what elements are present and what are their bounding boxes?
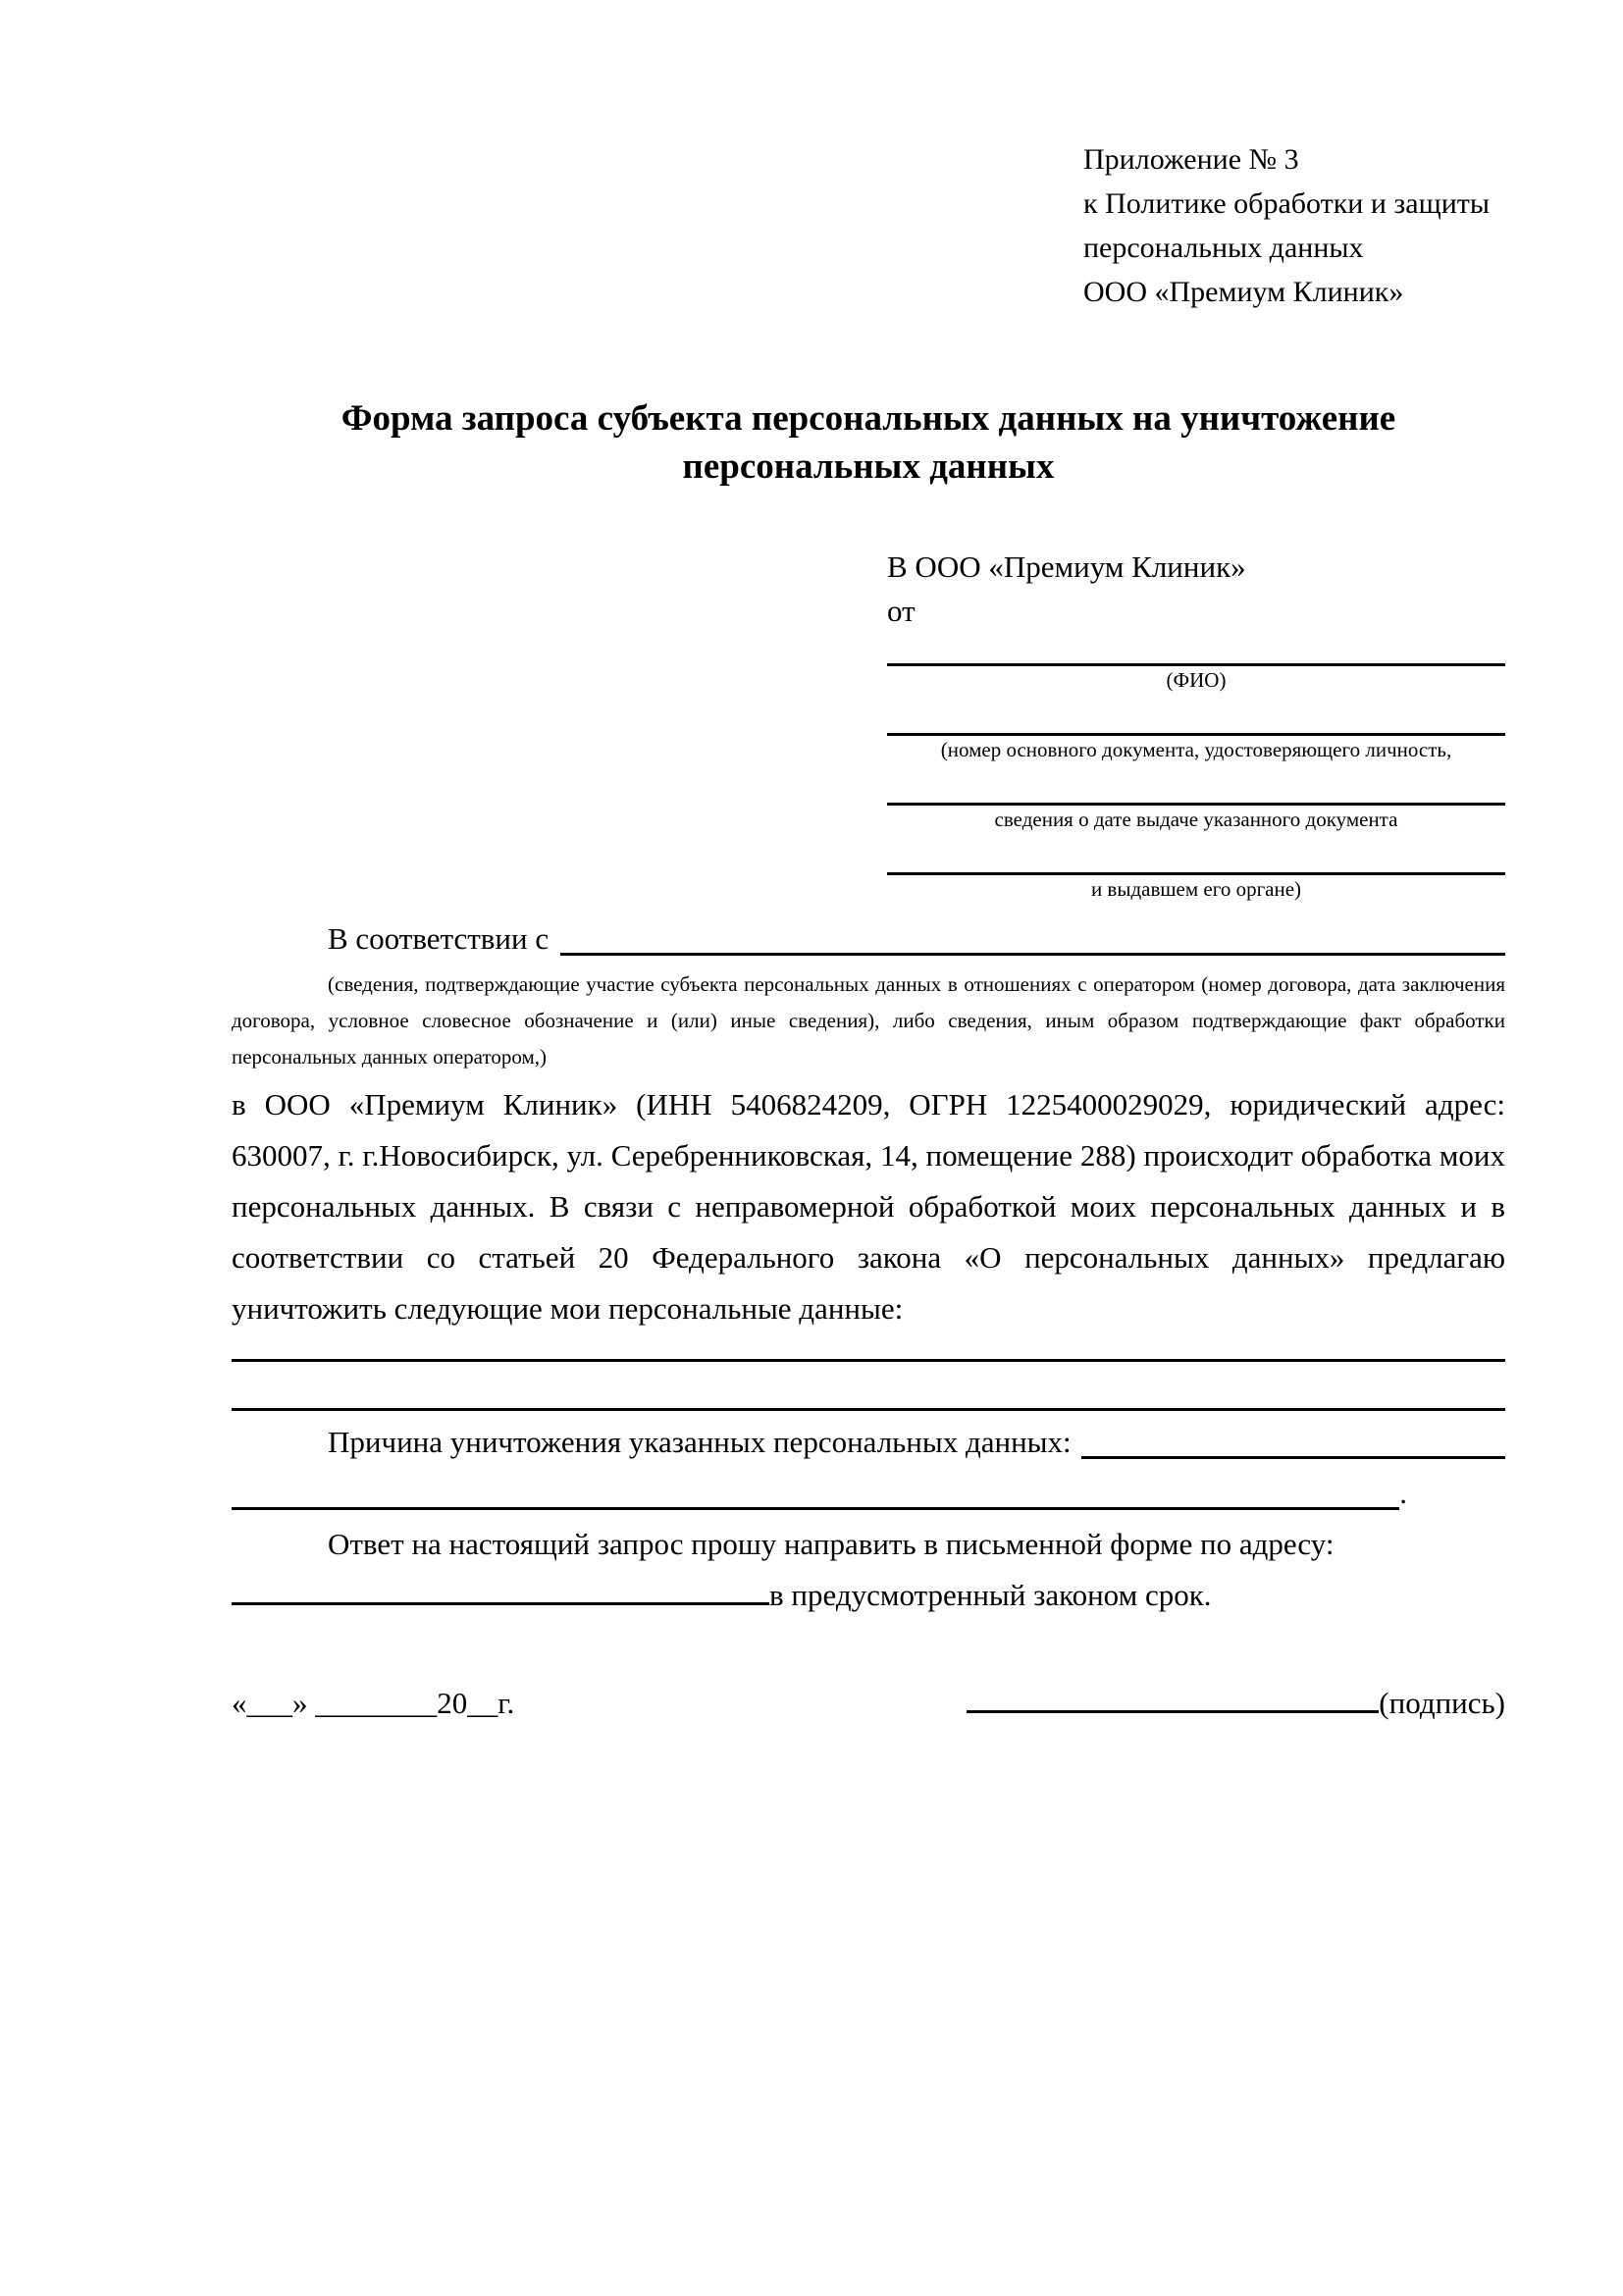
- reason-row: [232, 1417, 1505, 1468]
- addressee-block: [887, 545, 1505, 904]
- consent-prefix: В соответствии с: [328, 921, 550, 956]
- response-sentence: Ответ на настоящий запрос прошу направить в письменной форме по адресу:: [328, 1527, 1335, 1561]
- page-title-line-1: Форма запроса субъекта персональных данных на уничтожение: [340, 398, 1396, 439]
- date-line: «___» ________20__г.: [232, 1686, 515, 1720]
- document-number-fill-line: [887, 695, 1505, 736]
- consent-caption: (сведения, подтверждающие участие субъекта персональных данных в отношениях с оператором (номер договора, дата заключения договора, условное словесное обозначение и (или) иные сведения), либо сведения, иным образом подтверждающие факт обработки персональных данных оператором,): [232, 972, 1505, 1069]
- requisites-line-1: Приложение № 3: [1083, 143, 1299, 176]
- fio-fill-line: [887, 633, 1505, 666]
- requisites-line-4: ООО «Премиум Клиник»: [1083, 276, 1404, 308]
- personal-data-fill-line-2: [232, 1362, 1505, 1411]
- response-address-row: [232, 1570, 1505, 1621]
- page-title: [232, 394, 1505, 491]
- requisites-line-3: персональных данных: [1083, 232, 1364, 264]
- page-title-line-2: персональных данных: [682, 446, 1055, 487]
- consent-row: [232, 913, 1505, 965]
- addressee-from-label: от: [887, 594, 916, 628]
- reason-fill-line-2: [232, 1507, 1399, 1510]
- reason-terminator: .: [1399, 1476, 1407, 1510]
- document-number-caption: (номер основного документа, удостоверяющего личность,: [940, 738, 1452, 761]
- reason-end-row: [232, 1468, 1407, 1519]
- signature-fill-line: [967, 1683, 1379, 1713]
- main-paragraph: в ООО «Премиум Клиник» (ИНН 5406824209, ОГРН 1225400029029, юридический адрес: 630007, г. г.Новосибирск, ул. Серебренниковская, 14, помещение 288) происходит обработка моих персональных данных. В связи с неправомерной обработкой моих персональных данных и в соответствии со статьей 20 Федерального закона «О персональных данных» предлагаю уничтожить следующие мои персональные данные:: [232, 1087, 1505, 1326]
- issue-date-caption: сведения о дате выдаче указанного документа: [994, 808, 1398, 831]
- response-suffix: в предусмотренный законом срок.: [769, 1578, 1212, 1612]
- addressee-org: В ООО «Премиум Клиник»: [887, 549, 1246, 584]
- requisites-line-2: к Политике обработки и защиты: [1083, 187, 1491, 220]
- consent-fill-line: [560, 953, 1505, 956]
- reason-label: Причина уничтожения указанных персональных данных:: [328, 1425, 1072, 1459]
- reason-fill-line: [1081, 1456, 1505, 1459]
- personal-data-fill-line-1: [232, 1334, 1505, 1362]
- signature-group: [967, 1678, 1505, 1729]
- signature-caption: (подпись): [1379, 1686, 1505, 1720]
- address-fill-line: [232, 1575, 769, 1605]
- issue-org-fill-line: [887, 834, 1505, 875]
- issue-org-caption: и выдавшем его органе): [1090, 877, 1302, 901]
- requisites-block: [1083, 137, 1505, 314]
- date-signature-row: [232, 1678, 1505, 1729]
- fio-caption: (ФИО): [1166, 668, 1227, 692]
- issue-date-fill-line: [887, 764, 1505, 806]
